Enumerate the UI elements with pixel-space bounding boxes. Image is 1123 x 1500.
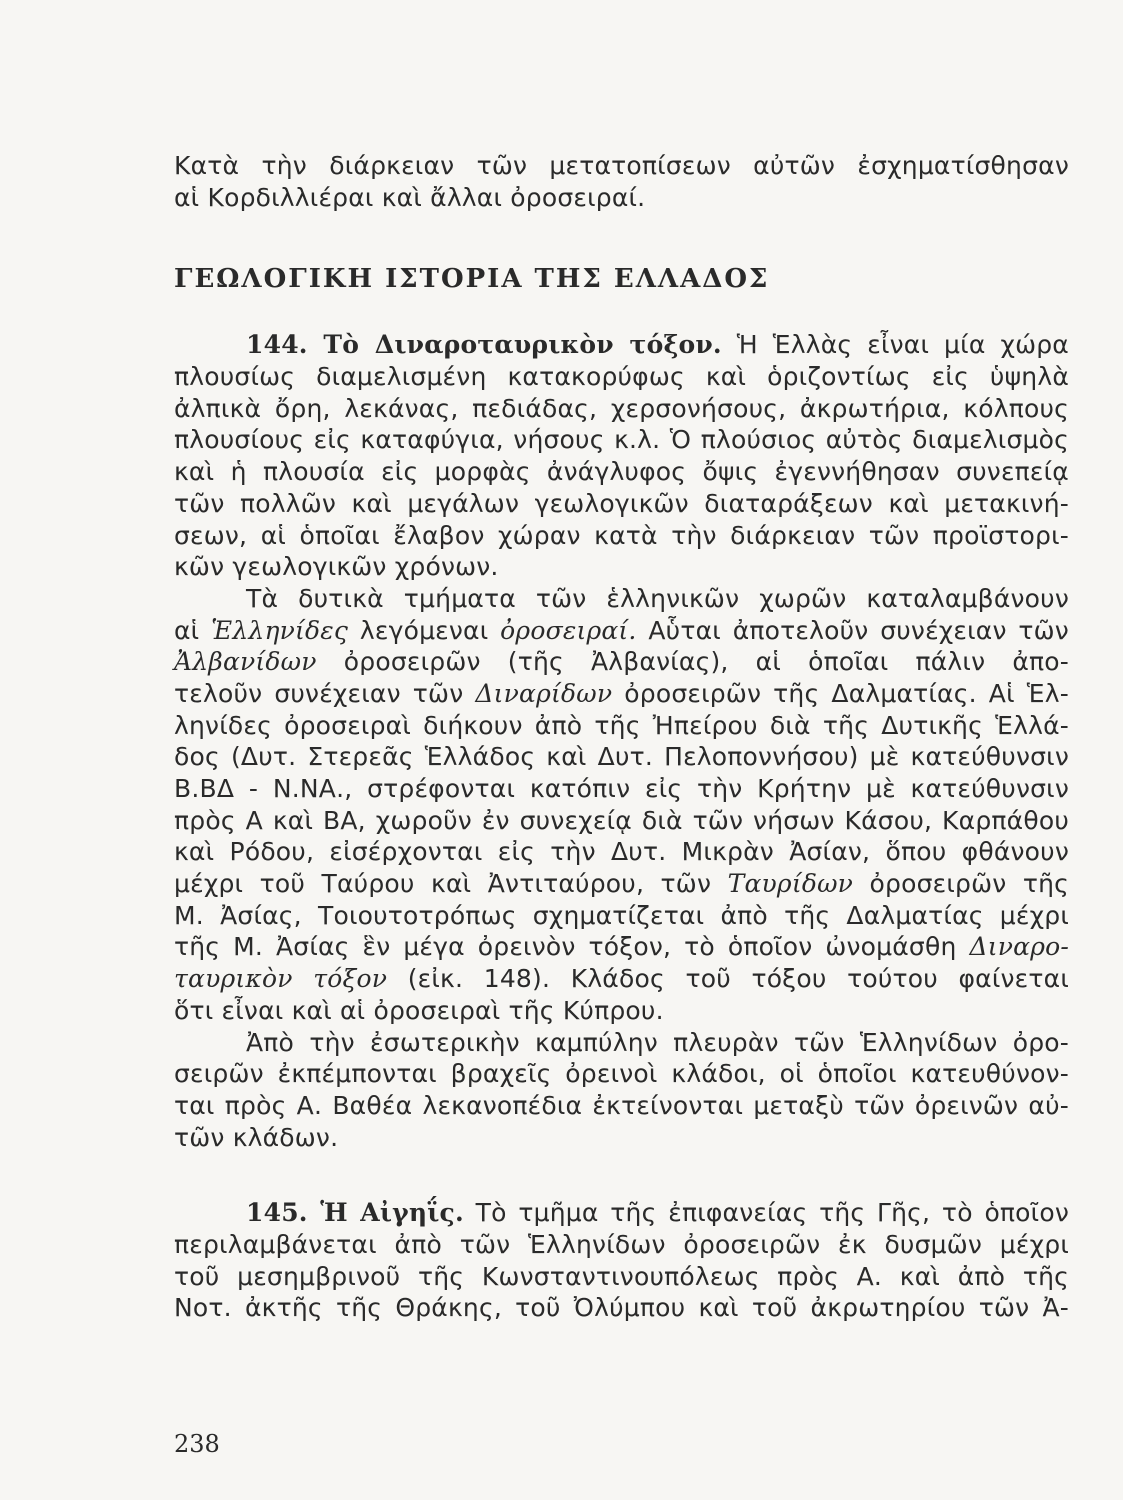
section-144-first-line <box>174 329 1069 361</box>
text-line: πρὸς Α καὶ ΒΑ, χωροῦν ἐν συνεχείᾳ διὰ τῶν νήσων Κάσου, Καρπάθου <box>174 805 1069 835</box>
text-run: ὀροσειρῶν τῆς <box>853 869 1070 899</box>
section-heading: ΓΕΩΛΟΓΙΚΗ ΙΣΤΟΡΙΑ ΤΗΣ ΕΛΛΑΔΟΣ <box>174 264 770 295</box>
text-line: σειρῶν ἐκπέμπονται βραχεῖς ὀρεινοὶ κλάδοι, οἱ ὁποῖοι κατευθύνον- <box>174 1059 1069 1089</box>
text-run: τελοῦν συνέχειαν τῶν <box>174 678 476 708</box>
section-145-line-1-text: Τὸ τμῆμα τῆς ἐπιφανείας τῆς Γῆς, τὸ ὁποῖον <box>475 1198 1069 1228</box>
section-144-title: 144. Τὸ Διναροταυρικὸν τόξον. <box>246 330 722 360</box>
text-line <box>174 678 1069 710</box>
text-line: πλουσίως διαμελισμένη κατακορύφως καὶ ὁριζοντίως εἰς ὑψηλὰ <box>174 362 1069 392</box>
text-line: τῶν κλάδων. <box>174 1122 339 1152</box>
text-line: ἀλπικὰ ὄρη, λεκάνας, πεδιάδας, χερσονήσους, ἀκρωτήρια, κόλπους <box>174 393 1069 423</box>
intro-line-2: αἱ Κορδιλλιέραι καὶ ἄλλαι ὀροσειραί. <box>174 182 646 212</box>
text-line: Β.ΒΔ - Ν.ΝΑ., στρέφονται κατόπιν εἰς τὴν Κρήτην μὲ κατεύθυνσιν <box>174 774 1069 803</box>
text-line: σεων, αἱ ὁποῖαι ἔλαβον χώραν κατὰ τὴν διάρκειαν τῶν προϊστορι- <box>174 520 1069 550</box>
text-line: κῶν γεωλογικῶν χρόνων. <box>174 552 499 582</box>
text-line: δος (Δυτ. Στερεᾶς Ἑλλάδος καὶ Δυτ. Πελοποννήσου) μὲ κατεύθυνσιν <box>174 742 1069 772</box>
text-line: πλουσίους εἰς καταφύγια, νήσους κ.λ. Ὁ πλούσιος αὐτὸς διαμελισμὸς <box>174 425 1069 455</box>
text-line: Ἀπὸ τὴν ἐσωτερικὴν καμπύλην πλευρὰν τῶν Ἑλληνίδων ὀρο- <box>246 1027 1069 1057</box>
italic-term: Ἀλβανίδων <box>174 647 317 677</box>
text-line <box>174 646 1069 678</box>
text-line: ληνίδες ὀροσειραὶ διήκουν ἀπὸ τῆς Ἠπείρου διὰ τῆς Δυτικῆς Ἑλλά- <box>174 710 1069 740</box>
italic-term: Διναρίδων <box>475 678 613 708</box>
page-body <box>174 150 1069 1324</box>
text-line: ται πρὸς Α. Βαθέα λεκανοπέδια ἐκτείνονται μεταξὺ τῶν ὀρεινῶν αὐ- <box>174 1090 1069 1120</box>
italic-term: ταυρικὸν τόξον <box>174 964 388 994</box>
text-line <box>174 615 1069 647</box>
text-line: Μ. Ἀσίας, Τοιουτοτρόπως σχηματίζεται ἀπὸ τῆς Δαλματίας μέχρι <box>174 900 1069 930</box>
italic-term: Διναρο- <box>969 932 1069 962</box>
text-line: Νοτ. ἀκτῆς τῆς Θράκης, τοῦ Ὀλύμπου καὶ τοῦ ἀκρωτηρίου τῶν Ἀ- <box>174 1293 1069 1323</box>
text-line: Τὰ δυτικὰ τμήματα τῶν ἑλληνικῶν χωρῶν καταλαμβάνουν <box>246 583 1069 613</box>
page-number: 238 <box>174 1430 220 1458</box>
section-144-line-1-text: Ἡ Ἑλλὰς εἶναι μία χώρα <box>736 330 1069 360</box>
text-run: τῆς Μ. Ἀσίας ἓν μέγα ὀρεινὸν τόξον, τὸ ὁποῖον ὠνομάσθη <box>174 932 970 962</box>
text-line: τοῦ μεσημβρινοῦ τῆς Κωνσταντινουπόλεως πρὸς Α. καὶ ἀπὸ τῆς <box>174 1261 1069 1291</box>
section-145-first-line <box>174 1197 1069 1229</box>
text-line: καὶ ἡ πλουσία εἰς μορφὰς ἀνάγλυφος ὄψις ἐγεννήθησαν συνεπείᾳ <box>174 457 1069 487</box>
text-run: λεγόμεναι <box>348 615 501 645</box>
text-line <box>174 868 1069 900</box>
text-run: ὀροσειρῶν (τῆς Ἀλβανίας), αἱ ὁποῖαι πάλιν ἀπο- <box>316 647 1069 677</box>
italic-term: Ταυρίδων <box>727 869 854 899</box>
text-line: τῶν πολλῶν καὶ μεγάλων γεωλογικῶν διαταράξεων καὶ μετακινή- <box>174 488 1069 518</box>
text-run: ὀροσειρῶν τῆς Δαλματίας. Αἱ Ἑλ- <box>612 678 1069 708</box>
text-line: περιλαμβάνεται ἀπὸ τῶν Ἑλληνίδων ὀροσειρῶν ἐκ δυσμῶν μέχρι <box>174 1229 1069 1259</box>
text-run: (εἰκ. 148). Κλάδος τοῦ τόξου τούτου φαίνεται <box>387 964 1069 994</box>
text-run: Αὗται ἀποτελοῦν συνέχειαν τῶν <box>636 615 1069 645</box>
text-line: καὶ Ρόδου, εἰσέρχονται εἰς τὴν Δυτ. Μικρὰν Ἀσίαν, ὅπου φθάνουν <box>174 837 1069 867</box>
text-line <box>174 963 1069 995</box>
intro-line-1: Κατὰ τὴν διάρκειαν τῶν μετατοπίσεων αὐτῶν ἐσχηματίσθησαν <box>174 151 1069 180</box>
text-run: μέχρι τοῦ Ταύρου καὶ Ἀντιταύρου, τῶν <box>174 869 728 899</box>
text-run: αἱ <box>174 615 212 645</box>
section-145-title: 145. Ἡ Αἰγηΐς. <box>246 1198 464 1228</box>
text-line: ὅτι εἶναι καὶ αἱ ὀροσειραὶ τῆς Κύπρου. <box>174 995 664 1025</box>
italic-term: Ἑλληνίδες <box>211 615 349 645</box>
section-gap <box>174 1153 1069 1197</box>
text-line <box>174 931 1069 963</box>
italic-term: ὀροσειραί. <box>500 615 637 645</box>
